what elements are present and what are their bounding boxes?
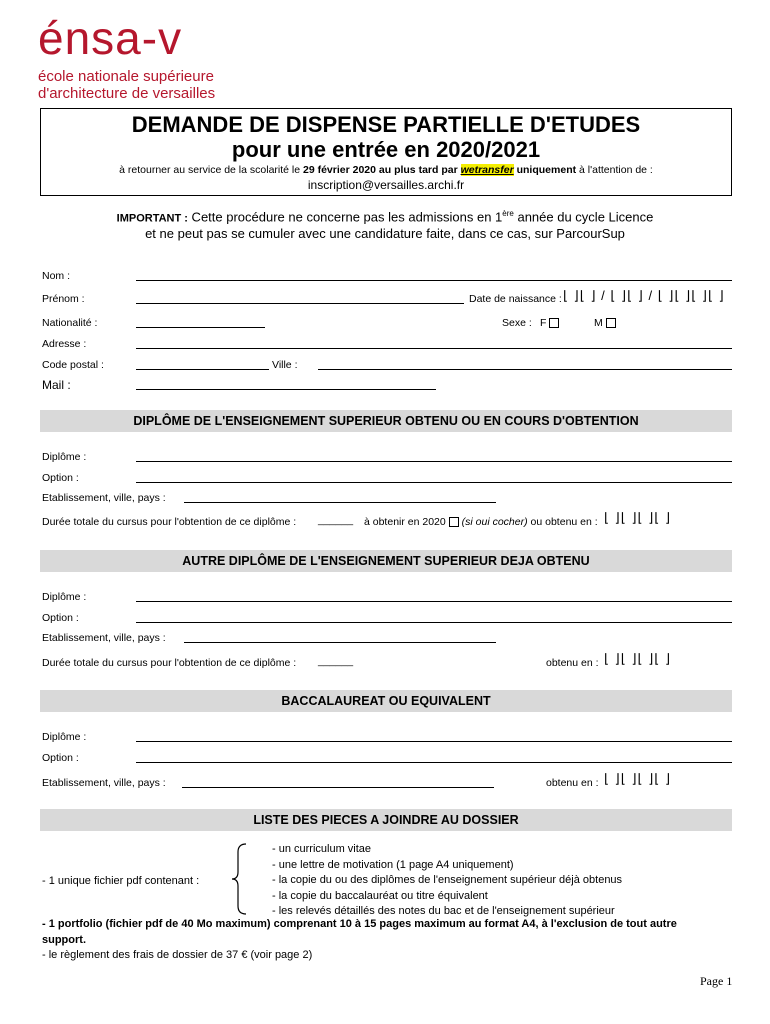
important-sup: ère — [502, 209, 514, 218]
sexe-m-label: M — [594, 317, 603, 329]
s1-si-oui: (si oui cocher) — [461, 516, 528, 528]
s3-diplome-field[interactable] — [136, 741, 732, 742]
sexe-label: Sexe : — [502, 317, 532, 329]
sexe-f-label: F — [540, 317, 547, 329]
s3-diplome-label: Diplôme : — [42, 731, 87, 743]
s1-obtenir-option[interactable] — [364, 516, 598, 528]
prenom-label: Prénom : — [42, 293, 85, 305]
list-item: - un curriculum vitae — [272, 843, 372, 855]
ville-field[interactable] — [318, 369, 732, 370]
return-unique: uniquement — [513, 164, 577, 176]
list-item: - une lettre de motivation (1 page A4 uniquement) — [272, 858, 514, 871]
return-post: à l'attention de : — [576, 164, 653, 176]
s1-ou-obtenu: ou obtenu en : — [530, 516, 598, 528]
logo-line-2: d'architecture de versailles — [38, 85, 216, 102]
s3-option-label: Option : — [42, 752, 79, 764]
form-title: DEMANDE DE DISPENSE PARTIELLE D'ETUDES — [131, 112, 641, 137]
important-label: IMPORTANT : — [116, 212, 188, 225]
s1-option-field[interactable] — [136, 482, 732, 483]
s1-duree-field[interactable]: ______ — [318, 514, 354, 526]
s2-duree-label: Durée totale du cursus pour l'obtention de ce diplôme : — [42, 657, 297, 669]
nationalite-field[interactable] — [136, 327, 265, 328]
s2-option-label: Option : — [42, 612, 79, 624]
nom-label: Nom : — [42, 270, 71, 282]
important-text-b: année du cycle Licence — [513, 209, 654, 225]
portfolio-line-1: - 1 portfolio (fichier pdf de 40 Mo maximum) comprenant 10 à 15 pages maximum au format A4, à l'exclusion de tout autre — [42, 918, 677, 930]
s2-diplome-label: Diplôme : — [42, 591, 87, 603]
prenom-field[interactable] — [136, 303, 464, 304]
s1-duree-label: Durée totale du cursus pour l'obtention de ce diplôme : — [42, 516, 297, 528]
title-box — [40, 108, 732, 196]
checkbox-icon[interactable] — [606, 318, 616, 328]
mail-label: Mail : — [42, 378, 71, 392]
list-item: - la copie du ou des diplômes de l'enseignement supérieur déjà obtenus — [272, 874, 623, 886]
s1-diplome-field[interactable] — [136, 461, 732, 462]
s1-option-label: Option : — [42, 472, 79, 484]
s3-obtenu-label: obtenu en : — [546, 777, 599, 789]
important-line-1 — [0, 209, 770, 224]
s3-etab-label: Etablissement, ville, pays : — [42, 777, 166, 789]
s2-etab-label: Etablissement, ville, pays : — [42, 632, 166, 644]
logo-line-1: école nationale supérieure — [38, 68, 214, 85]
pdf-label: - 1 unique fichier pdf contenant : — [42, 875, 200, 887]
checkbox-icon[interactable] — [549, 318, 559, 328]
adresse-field[interactable] — [136, 348, 732, 349]
code-postal-field[interactable] — [136, 369, 269, 370]
s2-diplome-field[interactable] — [136, 601, 732, 602]
form-subtitle: pour une entrée en 2020/2021 — [231, 137, 541, 162]
s1-obtenir-label: à obtenir en 2020 — [364, 516, 446, 528]
list-item: - les relevés détaillés des notes du bac et de l'enseignement supérieur — [272, 905, 615, 917]
s3-year-boxes[interactable]: ⌊ ⌋⌊ ⌋⌊ ⌋⌊ ⌋ — [604, 771, 672, 786]
s1-etab-field[interactable] — [184, 502, 496, 503]
code-postal-label: Code postal : — [42, 359, 104, 371]
s1-year-boxes[interactable]: ⌊ ⌋⌊ ⌋⌊ ⌋⌊ ⌋ — [604, 510, 672, 525]
important-line-2: et ne peut pas se cumuler avec une candidature faite, dans ce cas, sur ParcourSup — [145, 226, 625, 241]
sexe-m-option[interactable] — [594, 317, 616, 329]
s3-option-field[interactable] — [136, 762, 732, 763]
s2-etab-field[interactable] — [184, 642, 496, 643]
return-date: 29 février 2020 au plus tard par — [303, 164, 461, 176]
s2-option-field[interactable] — [136, 622, 732, 623]
section-pieces-jointes: LISTE DES PIECES A JOINDRE AU DOSSIER — [40, 809, 732, 831]
contact-email: inscription@versailles.archi.fr — [307, 178, 465, 192]
reglement-line: - le règlement des frais de dossier de 37 € (voir page 2) — [42, 949, 313, 961]
portfolio-line-2: support. — [42, 934, 86, 946]
nationalite-label: Nationalité : — [42, 317, 98, 329]
pieces-list — [272, 842, 622, 920]
s2-duree-field[interactable]: ______ — [318, 655, 354, 667]
school-logo: énsa-v — [38, 12, 183, 64]
return-instructions — [41, 164, 731, 176]
important-text-a: Cette procédure ne concerne pas les admissions en 1 — [187, 209, 503, 225]
page-number: Page 1 — [700, 974, 733, 988]
section-autre-diplome: AUTRE DIPLÔME DE L'ENSEIGNEMENT SUPERIEUR DEJA OBTENU — [40, 550, 732, 572]
mail-field[interactable] — [136, 389, 436, 390]
adresse-label: Adresse : — [42, 338, 87, 350]
ville-label: Ville : — [272, 359, 298, 371]
nom-field[interactable] — [136, 280, 732, 281]
s2-year-boxes[interactable]: ⌊ ⌋⌊ ⌋⌊ ⌋⌊ ⌋ — [604, 651, 672, 666]
date-naissance-label: Date de naissance : — [469, 293, 562, 305]
section-diplome-superieur: DIPLÔME DE L'ENSEIGNEMENT SUPERIEUR OBTENU OU EN COURS D'OBTENTION — [40, 410, 732, 432]
list-item: - la copie du baccalauréat ou titre équivalent — [272, 889, 488, 902]
s1-diplome-label: Diplôme : — [42, 451, 87, 463]
return-pre: à retourner au service de la scolarité le — [119, 164, 303, 176]
curly-brace-icon — [230, 842, 250, 916]
s3-etab-field[interactable] — [182, 787, 494, 788]
sexe-f-option[interactable] — [540, 317, 559, 329]
checkbox-icon[interactable] — [449, 517, 459, 527]
s2-obtenu-label: obtenu en : — [546, 657, 599, 669]
date-naissance-boxes[interactable]: ⌊ ⌋⌊ ⌋ / ⌊ ⌋⌊ ⌋ / ⌊ ⌋⌊ ⌋⌊ ⌋⌊ ⌋ — [563, 288, 725, 303]
s1-etab-label: Etablissement, ville, pays : — [42, 492, 166, 504]
wetransfer-highlight: wetransfer — [460, 164, 514, 176]
section-baccalaureat: BACCALAUREAT OU EQUIVALENT — [40, 690, 732, 712]
